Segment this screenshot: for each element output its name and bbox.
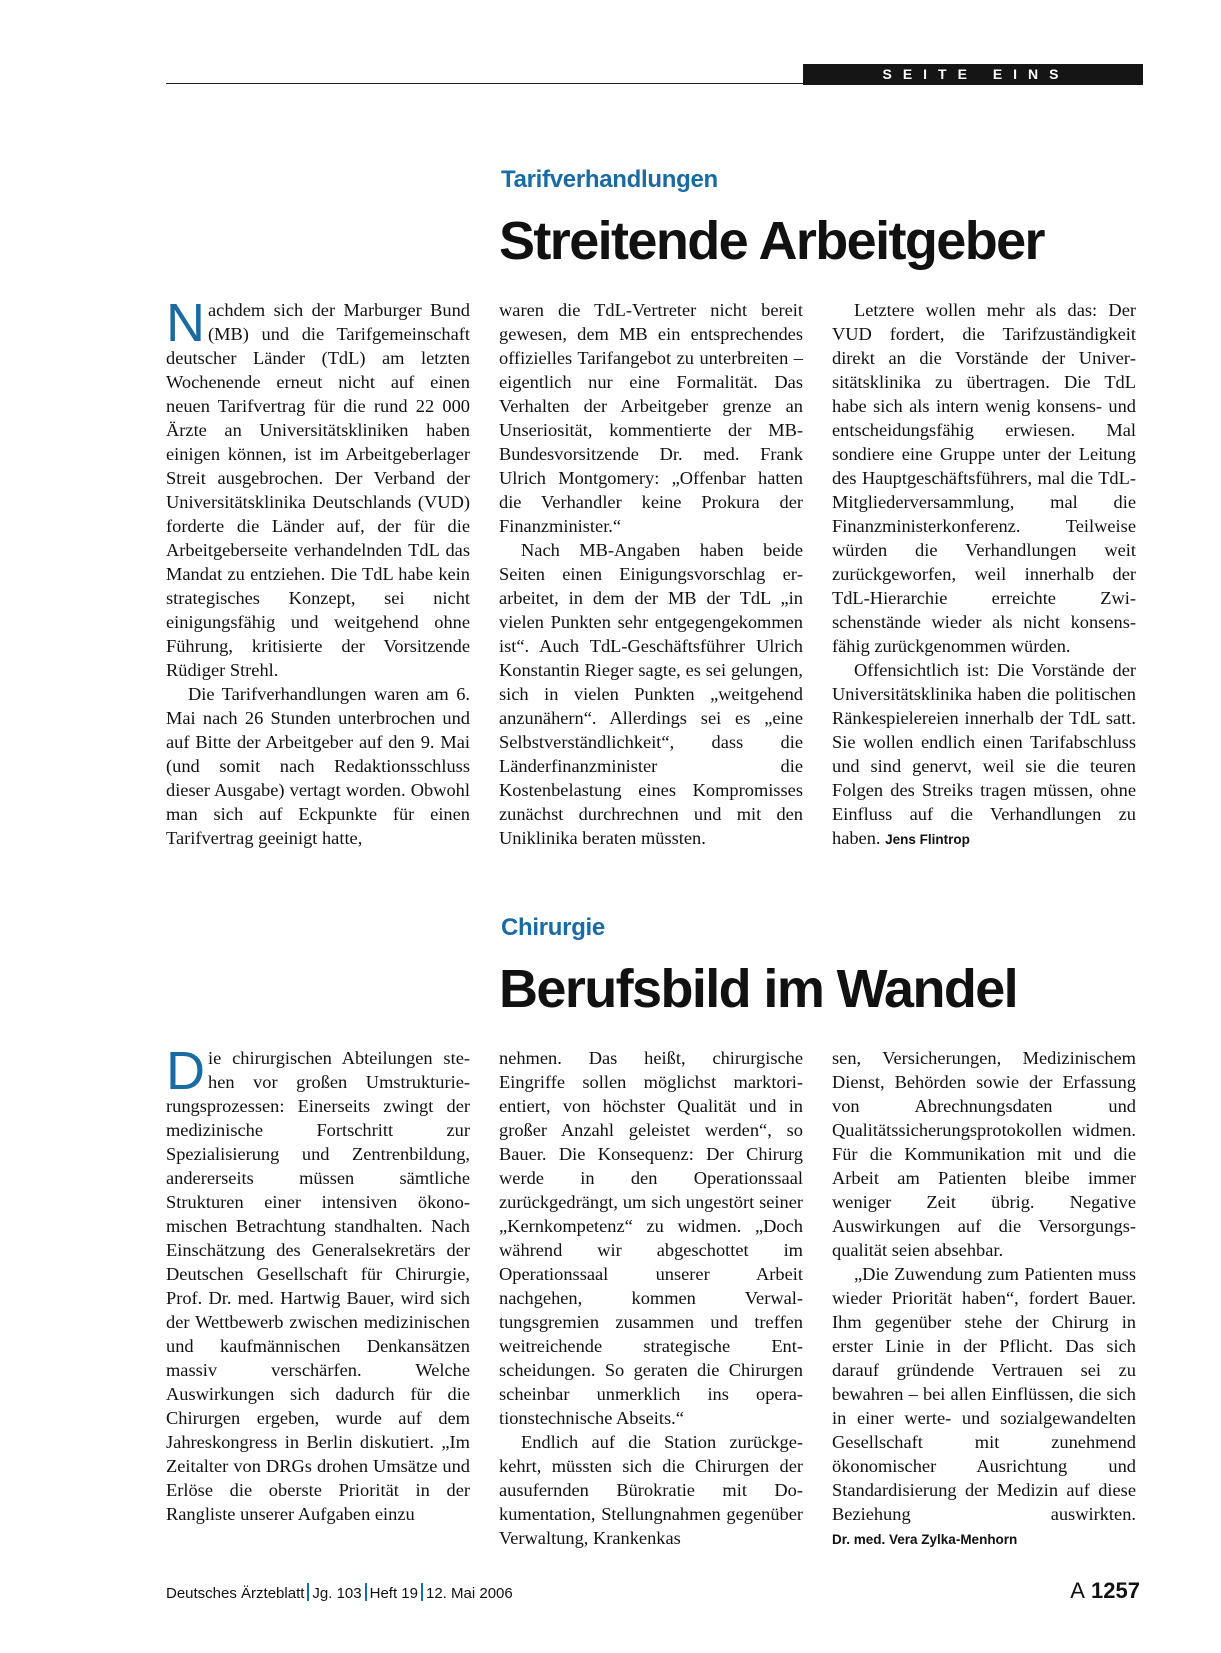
paragraph-text: achdem sich der Marburger Bund (MB) und die Tarifgemeinschaft deutscher Länder (TdL) am letzten Wochenende erneut nicht auf einen neuen Tarifvertrag für die rund 22 000 Ärzte an Universitätskliniken haben einigen können, ist im Arbeitgeberlager Streit ausgebrochen. Der Verband der Universitätsklinika Deutschlands (VUD) forderte die Länder auf, der für die Arbeitgeberseite verhandelnden TdL das Mandat zu entziehen. Die TdL habe kein strategisches Konzept, sei nicht einigungsfähig und weitgehend ohne Führung, kritisierte der Vorsitzende Rüdiger Strehl. xyxy=(166,300,470,680)
article2-col3-paragraph: sen, Versicherungen, Medizinischem Dienst, Behörden sowie der Erfassung von Abrechnungsdaten und Qualitätssicherungsprotokollen widmen. Für die Kommunikation mit und die Arbeit am Patienten bleibe immer weniger Zeit übrig. Negative Auswirkungen auf die Versorgungsqualität seien absehbar. xyxy=(832,1048,1136,1260)
article2-column-1 xyxy=(166,1041,470,1526)
dropcap: N xyxy=(166,293,205,353)
article2-col1-paragraph xyxy=(166,1041,470,1526)
article1-kicker: Tarifverhandlungen xyxy=(501,166,718,193)
article1-col3-paragraph: Letztere wollen mehr als das: Der VUD fordert, die Tarifzuständigkeit direkt an die Vorstände der Universitätsklinika zu übertragen. Die TdL habe sich als intern wenig konsens- und entscheidungsfähig erwiesen. Mal sondiere eine Gruppe unter der Leitung des Hauptgeschäftsführers, mal die TdL-Mitgliederversammlung, mal die Finanzministerkonferenz. Teilweise würden die Verhandlungen weit zurückgeworfen, weil innerhalb der TdL-Hierarchie erreichte Zwischenstände wieder als nicht konsensfähig zurückgenommen würden. xyxy=(832,300,1136,656)
journal-name: Deutsches Ärzteblatt xyxy=(166,1585,305,1602)
article2-col3-paragraph xyxy=(832,1262,1136,1552)
footer-separator xyxy=(307,1583,309,1601)
article2-column-3 xyxy=(832,1046,1136,1552)
article1-col2-paragraph: Nach MB-Angaben haben beide Seiten einen Einigungsvorschlag erarbeitet, in dem der MB der TdL „in vielen Punkten sehr entgegengekommen ist“. Auch TdL-Geschäftsführer Ulrich Konstantin Rieger sagte, es sei gelungen, sich in vielen Punkten „weitgehend anzunähern“. Allerdings sei es „eine Selbstverständlichkeit“, dass die Länderfinanzminister die Kostenbelastung eines Kompromisses zunächst durchrechnen und mit den Uniklinika beraten müssten. xyxy=(499,540,803,848)
paragraph-text: „Die Zuwendung zum Patienten muss wieder Priorität haben“, fordert Bauer. Ihm gegenüber stehe der Chirurg in erster Linie in der Pflicht. Das sich darauf gründende Vertrauen sei zu bewahren – bei allen Einflüssen, die sich in einer werte- und sozialgewandelten Gesellschaft mit zunehmend ökonomischer Ausrichtung und Standardisierung der Medizin auf diese Beziehung auswirkten. xyxy=(832,1264,1136,1524)
volume: Jg. 103 xyxy=(312,1585,362,1602)
article1-col2-paragraph: waren die TdL-Vertreter nicht bereit gewesen, dem MB ein entsprechendes offizielles Tarifangebot zu unterbreiten – eigentlich nur eine Formalität. Das Verhalten der Arbeitgeber grenze an Unseriosität, kommentierte der MB-Bundesvorsitzende Dr. med. Frank Ulrich Montgomery: „Offenbar hatten die Verhandler keine Prokura der Finanzminister.“ xyxy=(499,300,803,536)
section-label: SEITE EINS xyxy=(803,64,1143,85)
issue-date: 12. Mai 2006 xyxy=(426,1585,513,1602)
article2-col2-paragraph: Endlich auf die Station zurückgekehrt, müssten sich die Chirurgen der ausufernden Bürokratie mit Dokumentation, Stellungnahmen gegenüber Verwaltung, Krankenkas xyxy=(499,1432,803,1548)
article2-col2-paragraph: nehmen. Das heißt, chirurgische Eingriffe sollen möglichst marktorientiert, von höchster Qualität und in großer Anzahl geleistet werden“, so Bauer. Die Konsequenz: Der Chirurg werde in den Operationssaal zurückgedrängt, um sich ungestört seiner „Kernkompetenz“ zu widmen. „Doch während wir abgeschottet im Operationssaal unserer Arbeit nachgehen, kommen Verwaltungsgremien zusammen und treffen weitreichende strategische Entscheidungen. So geraten die Chirurgen scheinbar unmerklich ins operationstechnische Abseits.“ xyxy=(499,1048,803,1428)
article1-headline: Streitende Arbeitgeber xyxy=(499,211,1044,271)
page-number-value: 1257 xyxy=(1091,1578,1140,1603)
page-number xyxy=(1070,1578,1140,1604)
article1-column-2 xyxy=(499,298,803,850)
article2-kicker: Chirurgie xyxy=(501,914,605,941)
article1-column-3 xyxy=(832,298,1136,852)
footer-separator xyxy=(365,1583,367,1601)
paragraph-text: Offensichtlich ist: Die Vorstände der Universitätsklinika haben die politischen Ränkespielereien innerhalb der TdL satt. Sie wollen endlich einen Tarifabschluss und sind genervt, weil sie die teuren Folgen des Streiks tragen müssen, ohne Einfluss auf die Verhandlungen zu haben. xyxy=(832,660,1136,848)
paragraph-text: ie chirurgischen Abteilungen stehen vor großen Umstrukturierungsprozessen: Einerseits zwingt der medizinische Fortschritt zur Spezialisierung und Zentrenbildung, andererseits müssen sämtliche Strukturen einer intensiven ökonomischen Betrachtung standhalten. Nach Einschätzung des Generalsekretärs der Deutschen Gesellschaft für Chirurgie, Prof. Dr. med. Hartwig Bauer, wird sich der Wettbewerb zwischen medizinischen und kaufmännischen Denkansätzen massiv verschärfen. Welche Auswirkungen sich dadurch für die Chirurgen ergeben, wurde auf dem Jahreskongress in Berlin diskutiert. „Im Zeitalter von DRGs drohen Umsätze und Erlöse die oberste Priorität in der Rangliste unserer Aufgaben einzu xyxy=(166,1048,470,1524)
article1-column-1 xyxy=(166,293,470,850)
author-byline: Jens Flintrop xyxy=(885,832,970,847)
article2-column-2 xyxy=(499,1046,803,1550)
article1-col1-paragraph: Die Tarifverhandlungen waren am 6. Mai nach 26 Stunden unterbrochen und auf Bitte der Arbeitgeber auf den 9. Mai (und somit nach Redaktionsschluss dieser Ausgabe) vertagt worden. Obwohl man sich auf Eckpunkte für einen Tarifvertrag geeinigt hatte, xyxy=(166,684,470,848)
page-prefix: A xyxy=(1070,1578,1085,1603)
footer-separator xyxy=(421,1583,423,1601)
article1-col1-paragraph xyxy=(166,293,470,682)
article1-col3-paragraph xyxy=(832,658,1136,852)
author-byline: Dr. med. Vera Zylka-Menhorn xyxy=(832,1532,1018,1547)
article2-headline: Berufsbild im Wandel xyxy=(499,959,1018,1019)
dropcap: D xyxy=(166,1041,205,1101)
issue: Heft 19 xyxy=(369,1585,418,1602)
header-rule xyxy=(166,83,808,84)
page-footer xyxy=(166,1583,513,1602)
